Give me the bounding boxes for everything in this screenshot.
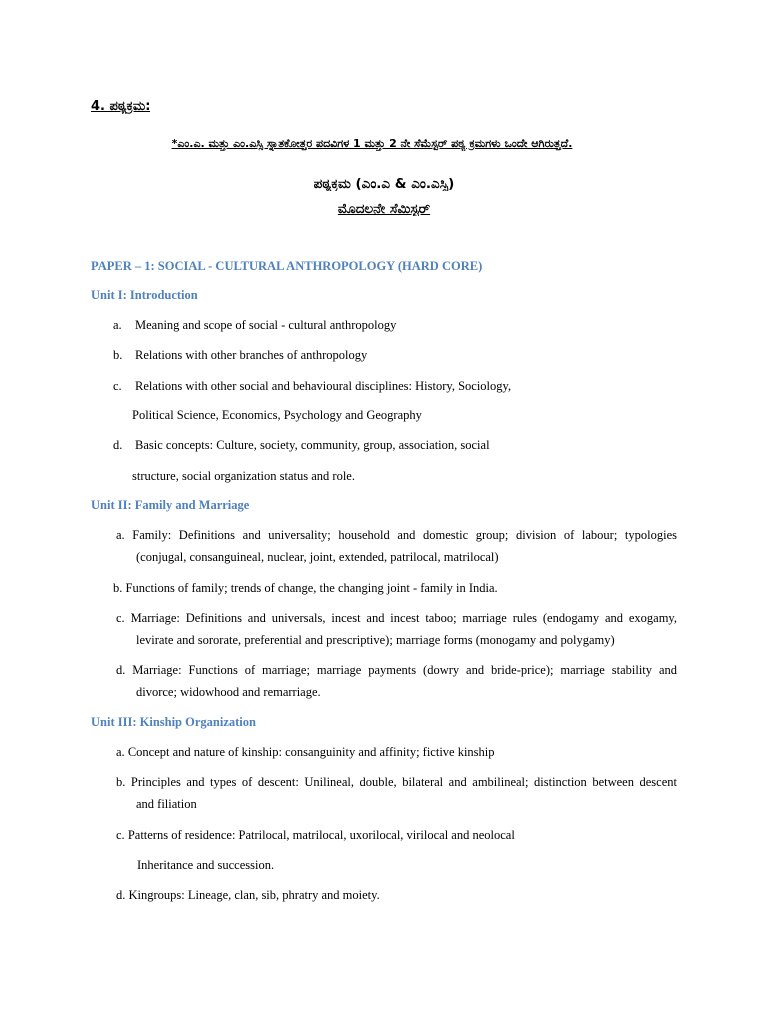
list-item	[113, 438, 490, 452]
item-marker: a.	[116, 745, 125, 759]
item-marker: c.	[116, 828, 125, 842]
item-marker: c.	[113, 379, 122, 393]
item-continuation: divorce; widowhood and remarriage.	[136, 685, 321, 699]
item-continuation: and filiation	[136, 797, 197, 811]
list-item	[116, 663, 677, 677]
item-text: Relations with other social and behavioural disciplines: History, Sociology,	[135, 379, 512, 393]
list-item	[116, 528, 677, 542]
list-item	[113, 379, 511, 393]
syllabus-title: ಪಠ್ಯಕ್ರಮ (ಎಂ.ಎ & ಎಂ.ಎಸ್ಸಿ)	[313, 177, 455, 191]
paper-heading: PAPER – 1: SOCIAL - CULTURAL ANTHROPOLOGY (HARD CORE)	[91, 259, 483, 273]
item-marker: b.	[113, 581, 123, 595]
item-continuation: (conjugal, consanguineal, nuclear, joint, extended, patrilocal, matrilocal)	[136, 550, 499, 564]
item-text: Marriage: Definitions and universals, incest and incest taboo; marriage rules (endogamy and exogamy,	[130, 611, 678, 625]
item-text: Patterns of residence: Patrilocal, matrilocal, uxorilocal, virilocal and neolocal	[127, 828, 515, 842]
list-item	[116, 775, 677, 789]
item-marker: c.	[116, 611, 125, 625]
item-continuation: Political Science, Economics, Psychology and Geography	[132, 408, 422, 422]
item-marker: a.	[116, 528, 125, 542]
list-item	[113, 581, 498, 595]
unit-heading: Unit I: Introduction	[91, 288, 198, 302]
item-marker: b.	[116, 775, 126, 789]
item-text: Principles and types of descent: Unilineal, double, bilateral and ambilineal; distinction between descent	[130, 775, 677, 789]
unit-heading: Unit II: Family and Marriage	[91, 498, 250, 512]
list-item	[113, 348, 367, 362]
semester-title: ಮೊದಲನೇ ಸೆಮಿಸ್ಟರ್	[337, 202, 431, 216]
section-heading: 4. ಪಠ್ಯಕ್ರಮ:	[91, 100, 151, 114]
item-text: Kingroups: Lineage, clan, sib, phratry and moiety.	[128, 888, 380, 902]
curriculum-note: *ಎಂ.ಎ. ಮತ್ತು ಎಂ.ಎಸ್ಸಿ ಸ್ನಾತಕೋತ್ತರ ಪದವಿಗಳ 1 ಮತ್ತು 2 ನೇ ಸೆಮೆಸ್ಟರ್ ಪಠ್ಯ ಕ್ರಮಗಳು ಒಂದೇ ಆಗಿರುತ್ತದೆ.	[171, 137, 573, 150]
item-marker: b.	[113, 348, 123, 362]
item-continuation: levirate and sororate, preferential and prescriptive); marriage forms (monogamy and polygamy)	[136, 633, 615, 647]
list-item	[113, 318, 396, 332]
item-continuation: structure, social organization status and role.	[132, 469, 355, 483]
item-marker: d.	[116, 663, 126, 677]
list-item	[116, 888, 380, 902]
item-text: Family: Definitions and universality; household and domestic group; division of labour; typologies	[132, 528, 677, 542]
list-item	[116, 611, 677, 625]
item-marker: a.	[113, 318, 122, 332]
item-continuation: Inheritance and succession.	[137, 858, 275, 872]
list-item	[116, 745, 495, 759]
item-text: Marriage: Functions of marriage; marriage payments (dowry and bride-price); marriage stability and	[132, 663, 677, 677]
list-item	[116, 828, 515, 842]
item-text: Functions of family; trends of change, the changing joint - family in India.	[125, 581, 498, 595]
item-text: Concept and nature of kinship: consanguinity and affinity; fictive kinship	[127, 745, 495, 759]
item-text: Basic concepts: Culture, society, community, group, association, social	[135, 438, 490, 452]
item-marker: d.	[113, 438, 123, 452]
item-text: Relations with other branches of anthropology	[135, 348, 368, 362]
item-text: Meaning and scope of social - cultural anthropology	[135, 318, 397, 332]
unit-heading: Unit III: Kinship Organization	[91, 715, 256, 729]
item-marker: d.	[116, 888, 126, 902]
